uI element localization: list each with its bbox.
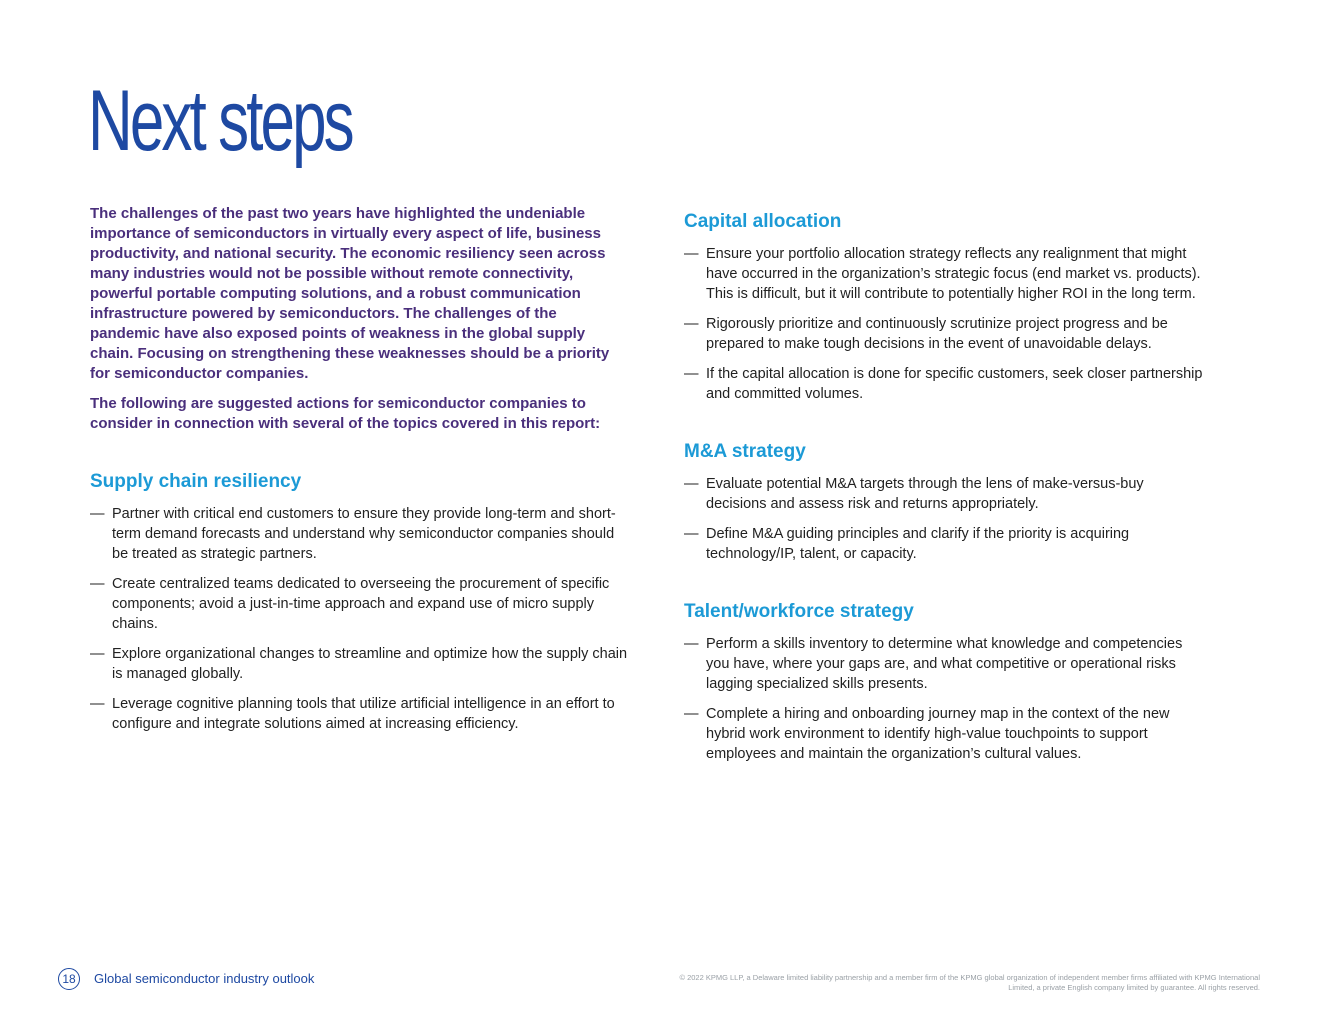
ma-strategy-section	[684, 440, 1204, 564]
list-item	[684, 474, 1204, 514]
list-item-text: If the capital allocation is done for specific customers, seek closer partnership and committed volumes.	[706, 366, 1203, 402]
list-item-text: Ensure your portfolio allocation strategy reflects any realignment that might have occurred in the organization’s strategic focus (end market vs. products). This is difficult, but it will contribute to potentially higher ROI in the long term.	[706, 246, 1201, 302]
list-item-text: Partner with critical end customers to ensure they provide long-term and short-term demand forecasts and understand why semiconductor companies should be treated as strategic partners.	[112, 506, 616, 562]
list-item	[684, 244, 1204, 304]
bullet-dash: —	[684, 706, 699, 722]
intro-paragraph: The challenges of the past two years have highlighted the undeniable importance of semiconductors in virtually every aspect of life, business productivity, and national security. The economic resiliency seen across many industries would not be possible without remote connectivity, powerful portable computing solutions, and a robust communication infrastructure powered by semiconductors. The challenges of the pandemic have also exposed points of weakness in the global supply chain. Focusing on strengthening these weaknesses should be a priority for semiconductor companies.	[90, 205, 610, 382]
right-column	[684, 210, 1204, 774]
bullet-dash: —	[90, 646, 105, 662]
list-item	[90, 694, 630, 734]
bullet-dash: —	[684, 246, 699, 262]
page-title: Next steps	[88, 73, 352, 169]
list-item	[684, 634, 1204, 694]
left-column	[90, 204, 630, 744]
bullet-dash: —	[684, 316, 699, 332]
section-title-ma-strategy: M&A strategy	[684, 441, 806, 462]
page-number: 18	[58, 968, 80, 990]
list-item-text: Leverage cognitive planning tools that utilize artificial intelligence in an effort to configure and integrate solutions aimed at increasing efficiency.	[112, 696, 615, 732]
list-item	[90, 574, 630, 634]
bullet-dash: —	[90, 576, 105, 592]
bullet-dash: —	[684, 476, 699, 492]
list-item-text: Create centralized teams dedicated to overseeing the procurement of specific components; avoid a just-in-time approach and expand use of micro supply chains.	[112, 576, 610, 632]
intro-lead-in: The following are suggested actions for semiconductor companies to consider in connection with several of the topics covered in this report:	[90, 395, 601, 432]
supply-chain-list	[90, 504, 630, 734]
section-title-capital-allocation: Capital allocation	[684, 211, 842, 232]
supply-chain-section	[90, 470, 630, 734]
list-item	[684, 704, 1204, 764]
list-item-text: Rigorously prioritize and continuously scrutinize project progress and be prepared to make tough decisions in the event of unavoidable delays.	[706, 316, 1168, 352]
talent-strategy-list	[684, 634, 1204, 764]
list-item-text: Evaluate potential M&A targets through the lens of make-versus-buy decisions and assess risk and returns appropriately.	[706, 476, 1144, 512]
list-item-text: Define M&A guiding principles and clarify if the priority is acquiring technology/IP, talent, or capacity.	[706, 526, 1130, 562]
bullet-dash: —	[90, 696, 105, 712]
section-title-supply-chain: Supply chain resiliency	[90, 471, 302, 492]
footer-title: Global semiconductor industry outlook	[94, 971, 315, 986]
bullet-dash: —	[90, 506, 105, 522]
bullet-dash: —	[684, 366, 699, 382]
bullet-dash: —	[684, 636, 699, 652]
list-item-text: Perform a skills inventory to determine what knowledge and competencies you have, where your gaps are, and what competitive or operational risks lagging specialized skills presents.	[706, 636, 1183, 692]
list-item-text: Complete a hiring and onboarding journey map in the context of the new hybrid work environment to identify high-value touchpoints to support employees and maintain the organization’s cultural values.	[706, 706, 1170, 762]
capital-allocation-section	[684, 210, 1204, 404]
list-item	[90, 504, 630, 564]
list-item	[684, 524, 1204, 564]
list-item	[90, 644, 630, 684]
copyright-notice: © 2022 KPMG LLP, a Delaware limited liability partnership and a member firm of the KPMG global organization of independent member firms affiliated with KPMG International Limited, a private English company limited by guarantee. All rights reserved.	[679, 973, 1260, 992]
capital-allocation-list	[684, 244, 1204, 404]
list-item-text: Explore organizational changes to streamline and optimize how the supply chain is managed globally.	[112, 646, 628, 682]
talent-strategy-section	[684, 600, 1204, 764]
list-item	[684, 314, 1204, 354]
list-item	[684, 364, 1204, 404]
section-title-talent-strategy: Talent/workforce strategy	[684, 601, 914, 622]
bullet-dash: —	[684, 526, 699, 542]
ma-strategy-list	[684, 474, 1204, 564]
